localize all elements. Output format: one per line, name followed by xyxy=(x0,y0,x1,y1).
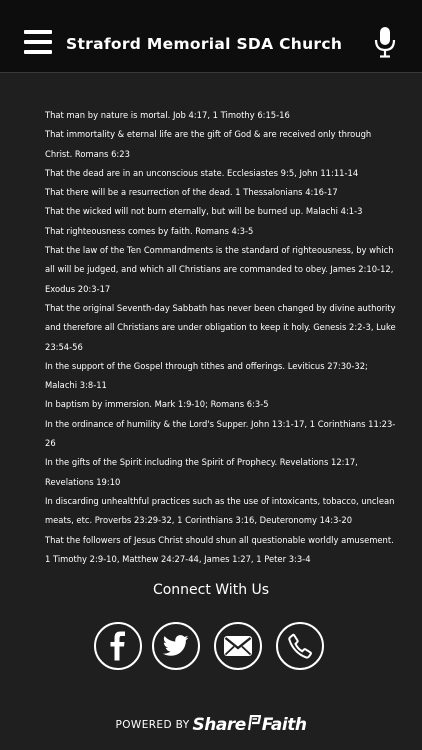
belief-item: That there will be a resurrection of the dead. 1 Thessalonians 4:16-17 xyxy=(45,187,338,198)
belief-item: That man by nature is mortal. Job 4:17, 1 Timothy 6:15-16 xyxy=(45,110,290,120)
belief-item: In baptism by immersion. Mark 1:9-10; Romans 6:3-5 xyxy=(45,399,269,410)
brand-right-text: Faith xyxy=(261,715,307,735)
powered-by-label: POWERED BY xyxy=(115,719,190,731)
belief-item: That the wicked will not burn eternally, but will be burned up. Malachi 4:1-3 xyxy=(45,206,363,217)
belief-item: That the original Seventh-day Sabbath has never been changed by divine authority and therefore all Christians are under obligation to keep it holy. Genesis 2:2-3, Luke 23:54-56 xyxy=(45,302,396,352)
belief-item: That the dead are in an unconscious state. Ecclesiastes 9:5, John 11:11-14 xyxy=(45,167,359,178)
belief-item: In discarding unhealthful practices such as the use of intoxicants, tobacco, unclean meats, etc. Proverbs 23:29-32, 1 Corinthians 3:16, Deuteronomy 14:3-20 xyxy=(45,495,395,526)
flag-icon xyxy=(247,715,261,736)
sharefaith-logo[interactable] xyxy=(193,715,307,736)
belief-item: That immortality & eternal life are the gift of God & are received only through Christ. Romans 6:23 xyxy=(45,129,372,159)
app-header xyxy=(0,0,422,73)
belief-item: That the law of the Ten Commandments is the standard of righteousness, by which all will be judged, and which all Christians are commanded to obey. James 2:10-12, Exodus 20:3-17 xyxy=(45,245,394,294)
beliefs-list xyxy=(45,106,400,569)
belief-item: In the ordinance of humility & the Lord's Supper. John 13:1-17, 1 Corinthians 11:23-26 xyxy=(45,418,396,449)
microphone-icon[interactable] xyxy=(374,26,396,58)
belief-item: In the support of the Gospel through tithes and offerings. Leviticus 27:30-32; Malachi 3:8-11 xyxy=(45,360,368,391)
email-icon[interactable] xyxy=(214,622,262,670)
belief-item: In the gifts of the Spirit including the Spirit of Prophecy. Revelations 12:17, Revelations 19:10 xyxy=(45,457,358,487)
powered-by-footer xyxy=(0,711,422,739)
phone-icon[interactable] xyxy=(276,622,324,670)
belief-item: That righteousness comes by faith. Romans 4:3-5 xyxy=(45,225,254,236)
connect-heading: Connect With Us xyxy=(152,582,270,598)
page-title: Straford Memorial SDA Church xyxy=(66,35,343,53)
facebook-icon[interactable] xyxy=(94,622,142,670)
hamburger-menu-icon[interactable] xyxy=(24,30,52,54)
belief-item: That the followers of Jesus Christ should shun all questionable worldly amusement. 1 Timothy 2:9-10, Matthew 24:27-44, James 1:27, 1 Peter 3:3-4 xyxy=(45,534,394,564)
twitter-icon[interactable] xyxy=(152,622,200,670)
brand-left-text: Share xyxy=(192,715,246,735)
